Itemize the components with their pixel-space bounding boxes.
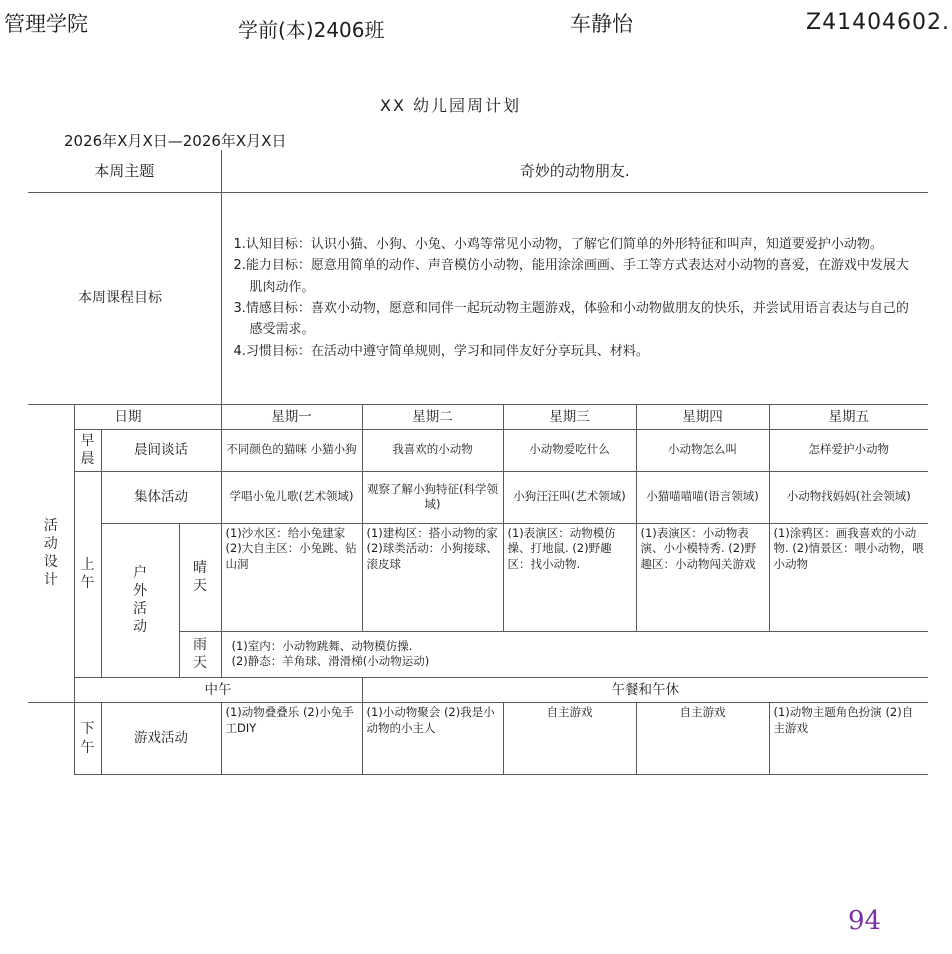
- weather-sunny: 晴 天: [179, 523, 221, 631]
- weekday-friday: 星期五: [769, 404, 928, 429]
- goal-item: 4.习惯目标：在活动中遵守简单规则，学习和同伴友好分享玩具、材料。: [233, 343, 649, 359]
- period-afternoon: 下 午: [74, 703, 101, 775]
- sunny-cell: (1)沙水区：给小兔建家 (2)大自主区：小兔跳、钻山洞: [221, 523, 362, 631]
- group-activity-cell: 观察了解小狗特征(科学领域): [362, 471, 503, 523]
- afternoon-cell: (1)动物叠叠乐 (2)小兔手工DIY: [221, 703, 362, 775]
- goal-item: 2.能力目标：愿意用简单的动作、声音模仿小动物，能用涂涂画画、手工等方式表达对小动物的喜爱，在游戏中发展大肌肉动作。: [233, 258, 909, 295]
- morning-activity-label: 晨间谈话: [101, 429, 221, 471]
- theme-label: 本周主题: [28, 150, 221, 192]
- sunny-cell: (1)表演区：动物模仿操、打地鼠. (2)野趣区：找小动物.: [503, 523, 636, 631]
- student-name: 车静怡: [570, 12, 633, 36]
- sunny-cell: (1)表演区：小动物表演、小小模特秀. (2)野趣区：小动物闯关游戏: [636, 523, 769, 631]
- morning-row: [28, 429, 928, 471]
- student-id: Z41404602.: [806, 10, 951, 35]
- goals-list: [221, 192, 928, 404]
- group-activity-cell: 小狗汪汪叫(艺术领域): [503, 471, 636, 523]
- class-name: 学前(本)2406班: [238, 18, 385, 42]
- group-activity-cell: 学唱小兔儿歌(艺术领域): [221, 471, 362, 523]
- group-activity-cell: 小动物找妈妈(社会领域): [769, 471, 928, 523]
- theme-value: 奇妙的动物朋友.: [221, 150, 928, 192]
- morning-cell: 不同颜色的猫咪 小猫小狗: [221, 429, 362, 471]
- weekday-monday: 星期一: [221, 404, 362, 429]
- noon-value: 午餐和午休: [362, 677, 928, 702]
- goal-item: 3.情感目标：喜欢小动物，愿意和同伴一起玩动物主题游戏，体验和小动物做朋友的快乐，并尝试用语言表达与自己的感受需求。: [233, 301, 909, 338]
- sunny-cell: (1)建构区：搭小动物的家 (2)球类活动：小狗接球、滚皮球: [362, 523, 503, 631]
- afternoon-cell: 自主游戏: [503, 703, 636, 775]
- rainy-cell: (1)室内：小动物跳舞、动物模仿操. (2)静态：羊角球、滑滑梯(小动物运动): [221, 631, 928, 677]
- morning-cell: 怎样爱护小动物: [769, 429, 928, 471]
- group-activity-row: [28, 471, 928, 523]
- college-name: 管理学院: [4, 12, 88, 36]
- morning-cell: 小动物怎么叫: [636, 429, 769, 471]
- weekly-plan-table: [28, 150, 928, 775]
- weekday-thursday: 星期四: [636, 404, 769, 429]
- outdoor-activity-label: 户 外 活 动: [101, 523, 179, 677]
- section-label: 活 动 设 计: [28, 404, 74, 703]
- noon-row: [28, 677, 928, 702]
- period-forenoon: 上 午: [74, 471, 101, 677]
- date-range: 2026年X月X日—2026年X月X日: [64, 132, 287, 150]
- afternoon-activity-label: 游戏活动: [101, 703, 221, 775]
- page-number: 94: [848, 906, 882, 936]
- afternoon-cell: (1)小动物聚会 (2)我是小动物的小主人: [362, 703, 503, 775]
- goal-item: 1.认知目标：认识小猫、小狗、小兔、小鸡等常见小动物，了解它们简单的外形特征和叫声，知道要爱护小动物。: [233, 236, 883, 252]
- theme-row: [28, 150, 928, 192]
- group-activity-cell: 小猫喵喵喵(语言领域): [636, 471, 769, 523]
- period-morning: 早 晨: [74, 429, 101, 471]
- weekday-header-row: [28, 404, 928, 429]
- afternoon-cell: 自主游戏: [636, 703, 769, 775]
- afternoon-cell: (1)动物主题角色扮演 (2)自主游戏: [769, 703, 928, 775]
- group-activity-label: 集体活动: [101, 471, 221, 523]
- weather-rainy: 雨 天: [179, 631, 221, 677]
- morning-cell: 小动物爱吃什么: [503, 429, 636, 471]
- outdoor-sunny-row: [28, 523, 928, 631]
- date-header: 日期: [74, 404, 221, 429]
- goals-row: [28, 192, 928, 404]
- morning-cell: 我喜欢的小动物: [362, 429, 503, 471]
- noon-label: 中午: [74, 677, 362, 702]
- goals-label: 本周课程目标: [28, 192, 221, 404]
- afternoon-row: [28, 703, 928, 775]
- weekday-tuesday: 星期二: [362, 404, 503, 429]
- weekday-wednesday: 星期三: [503, 404, 636, 429]
- sunny-cell: (1)涂鸦区：画我喜欢的小动物. (2)情景区：喂小动物，喂小动物: [769, 523, 928, 631]
- document-title: XX 幼儿园周计划: [380, 96, 522, 115]
